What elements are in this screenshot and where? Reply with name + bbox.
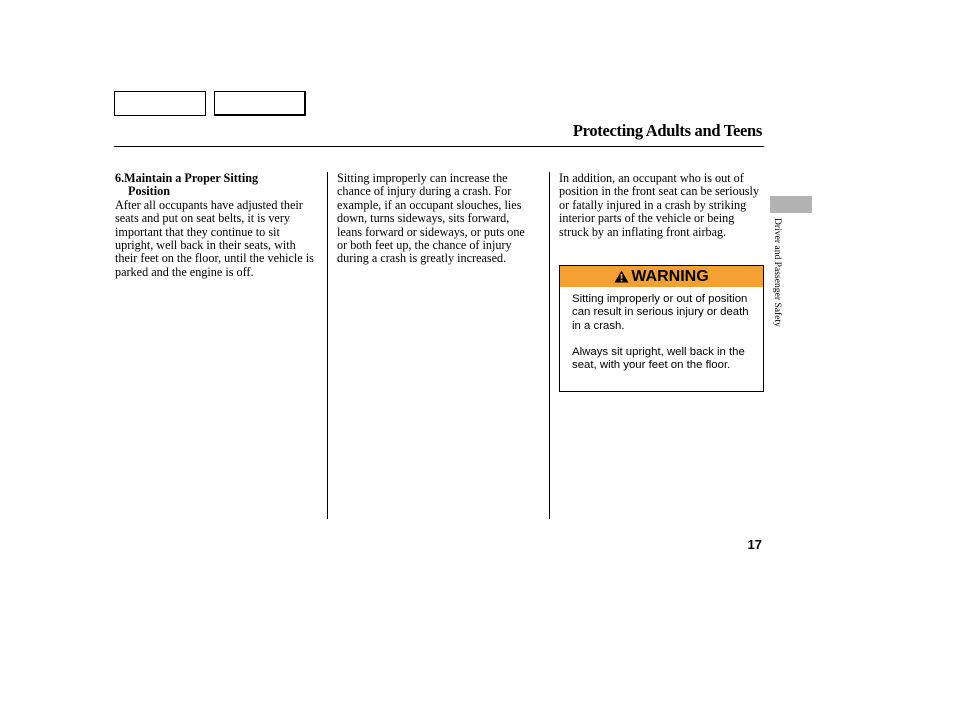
next-page-button[interactable]: [214, 91, 306, 116]
section-heading-line1: Maintain a Proper Sitting: [124, 171, 259, 185]
column-3: [559, 172, 764, 239]
section-tab-label: Driver and Passenger Safety: [772, 218, 783, 327]
warning-label: WARNING: [631, 267, 709, 285]
column-divider-2: [549, 172, 550, 519]
section-number: 6.: [115, 171, 125, 185]
warning-triangle-icon: [614, 270, 629, 283]
section-heading-line2: Position: [128, 184, 170, 199]
page-title: Protecting Adults and Teens: [572, 121, 762, 140]
column-divider-1: [327, 172, 328, 519]
column-2-body: Sitting improperly can increase the chance of injury during a crash. For example, if an occupant slouches, lies down, turns sideways, sits forward, leans forward or sideways, or puts one or both feet up, the chance of injury during a crash is greatly increased.: [337, 171, 525, 266]
column-1: [115, 172, 317, 279]
column-2: [337, 172, 537, 266]
warning-box: [559, 265, 764, 392]
warning-paragraph-1: Sitting improperly or out of position can result in serious injury or death in a crash.: [572, 293, 749, 332]
page-number: 17: [747, 537, 762, 552]
warning-paragraph-2: Always sit upright, well back in the seat, with your feet on the floor.: [572, 346, 745, 372]
header-rule: [114, 146, 764, 147]
column-3-body: In addition, an occupant who is out of position in the front seat can be seriously or fatally injured in a crash by striking interior parts of the vehicle or being struck by an inflating front airbag.: [559, 171, 760, 239]
warning-body: [560, 287, 763, 373]
section-tab: [770, 196, 812, 213]
section-heading: [115, 172, 317, 199]
warning-header: [560, 266, 763, 287]
previous-page-button[interactable]: [114, 91, 206, 116]
column-1-body: After all occupants have adjusted their seats and put on seat belts, it is very important that they continue to sit upright, well back in their seats, with their feet on the floor, until the vehicle is parked and the engine is off.: [115, 197, 314, 279]
